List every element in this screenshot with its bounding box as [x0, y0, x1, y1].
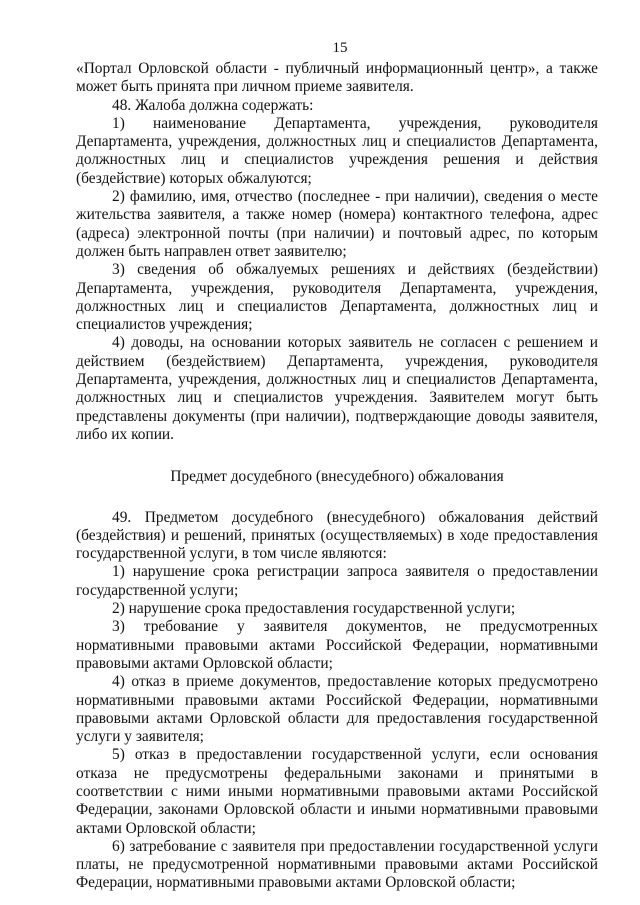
paragraph-clause-48: 48. Жалоба должна содержать: [112, 96, 314, 114]
document-body [76, 60, 598, 893]
paragraph-clause-49: 49. Предметом досудебного (внесудебного) обжалования действий (бездействия) и решений, принятых (осуществляемых) в ходе предоставления государственной услуги, в том числе являются: [76, 508, 598, 563]
paragraph-clause-49-item-2: 2) нарушение срока предоставления государственной услуги; [112, 600, 516, 618]
paragraph-clause-48-item-2: 2) фамилию, имя, отчество (последнее - при наличии), сведения о месте жительства заявителя, а также номер (номера) контактного телефона, адрес (адреса) электронной почты (при наличии) и почтовый адрес, по которым должен быть направлен ответ заявителю; [76, 188, 598, 260]
paragraph-clause-48-item-3: 3) сведения об обжалуемых решениях и действиях (бездействии) Департамента, учреждения, руководителя Департамента, учреждения, должностных лиц и специалистов Департамента, должностных лиц и специалистов учреждения; [76, 261, 598, 334]
paragraph-clause-49-item-6: 6) затребование с заявителя при предоставлении государственной услуги платы, не предусмотренной нормативными правовыми актами Российской Федерации, нормативными правовыми актами Орловской области; [76, 837, 598, 892]
section-heading: Предмет досудебного (внесудебного) обжалования [170, 468, 504, 486]
paragraph-clause-49-item-5: 5) отказ в предоставлении государственной услуги, если основания отказа не предусмотрены федеральными законами и принятыми в соответствии с ними иными нормативными правовыми актами Российской Федерации, законами Орловской области и иными нормативными правовыми актами Орловской области; [76, 746, 598, 837]
paragraph-continuation: «Портал Орловской области - публичный информационный центр», а также может быть принята при личном приеме заявителя. [76, 60, 598, 96]
paragraph-clause-48-item-1: 1) наименование Департамента, учреждения, руководителя Департамента, учреждения, должностных лиц и специалистов Департамента, должностных лиц и специалистов учреждения решения и действия (бездействие) которых обжалуются; [76, 114, 598, 187]
paragraph-clause-49-item-1: 1) нарушение срока регистрации запроса заявителя о предоставлении государственной услуги; [76, 563, 598, 599]
page-number: 15 [332, 40, 348, 56]
paragraph-clause-48-item-4: 4) доводы, на основании которых заявитель не согласен с решением и действием (бездействием) Департамента, учреждения, руководителя Департамента, учреждения, должностных лиц и специалистов Департамента, должностных лиц и специалистов учреждения. Заявителем могут быть представлены документы (при наличии), подтверждающие доводы заявителя, либо их копии. [76, 334, 598, 443]
paragraph-clause-49-item-4: 4) отказ в приеме документов, предоставление которых предусмотрено нормативными правовыми актами Российской Федерации, нормативными правовыми актами Орловской области для предоставления государственной услуги у заявителя; [76, 673, 598, 746]
paragraph-clause-49-item-3: 3) требование у заявителя документов, не предусмотренных нормативными правовыми актами Российской Федерации, нормативными правовыми актами Орловской области; [76, 618, 598, 672]
